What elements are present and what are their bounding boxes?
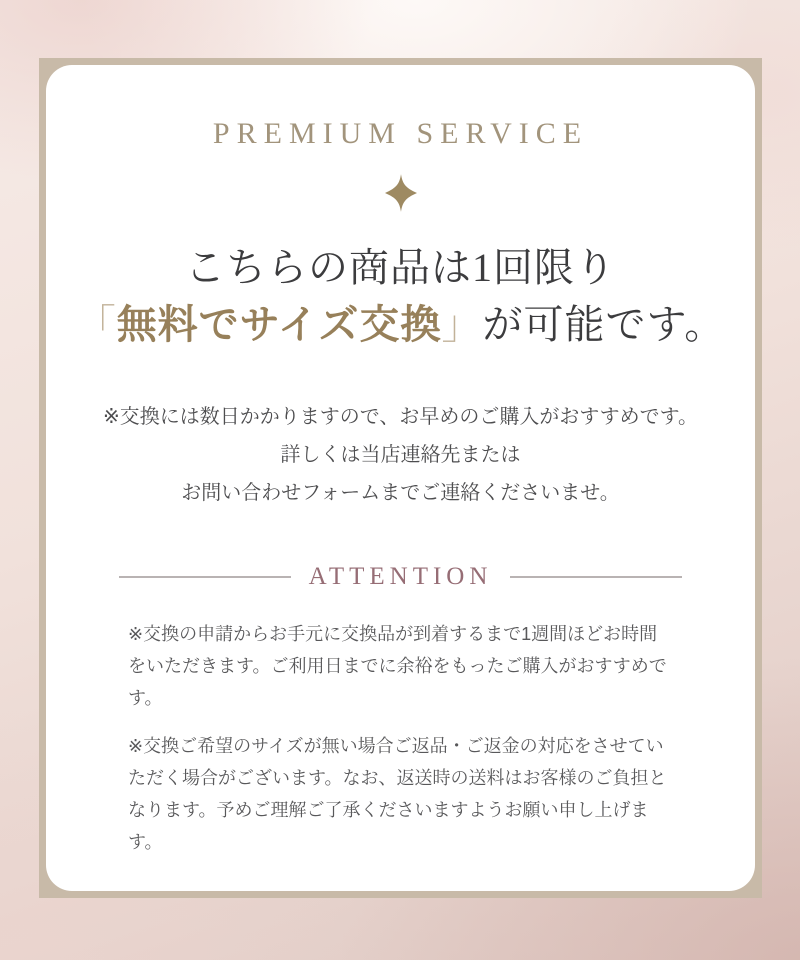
attention-divider-right [510, 576, 682, 578]
attention-divider-left [119, 576, 291, 578]
main-heading [46, 239, 755, 353]
card-frame [39, 58, 762, 898]
sparkle-icon [385, 173, 417, 213]
notice-line-3: お問い合わせフォームまでご連絡くださいませ。 [181, 482, 620, 504]
heading-line2 [46, 296, 755, 353]
heading-suffix: が可能です。 [482, 302, 726, 347]
attention-paragraph-1: ※交換の申請からお手元に交換品が到着するまで1週間ほどお時間をいただきます。ご利用日までに余裕をもったご購入がおすすめです。 [128, 624, 667, 708]
attention-section-header [46, 562, 755, 592]
heading-line1: こちらの商品は1回限り [185, 245, 616, 290]
attention-label: ATTENTION [308, 563, 493, 590]
open-bracket: 「 [75, 302, 117, 347]
notice-line-2: 詳しくは当店連絡先または [280, 444, 521, 466]
notice-line-1: ※交換には数日かかりますので、お早めのご購入がおすすめです。 [103, 406, 698, 428]
close-bracket: 」 [441, 302, 483, 347]
attention-paragraph-2: ※交換ご希望のサイズが無い場合ご返品・ご返金の対応をさせていただく場合がございます。なお、返送時の送料はお客様のご負担となります。予めご理解ご了承くださいますようお願い申し上げます。 [128, 736, 667, 852]
highlight-text: 無料でサイズ交換 [116, 302, 442, 347]
premium-service-title: PREMIUM SERVICE [212, 117, 589, 150]
service-card [46, 65, 755, 891]
notice-text [46, 398, 755, 512]
